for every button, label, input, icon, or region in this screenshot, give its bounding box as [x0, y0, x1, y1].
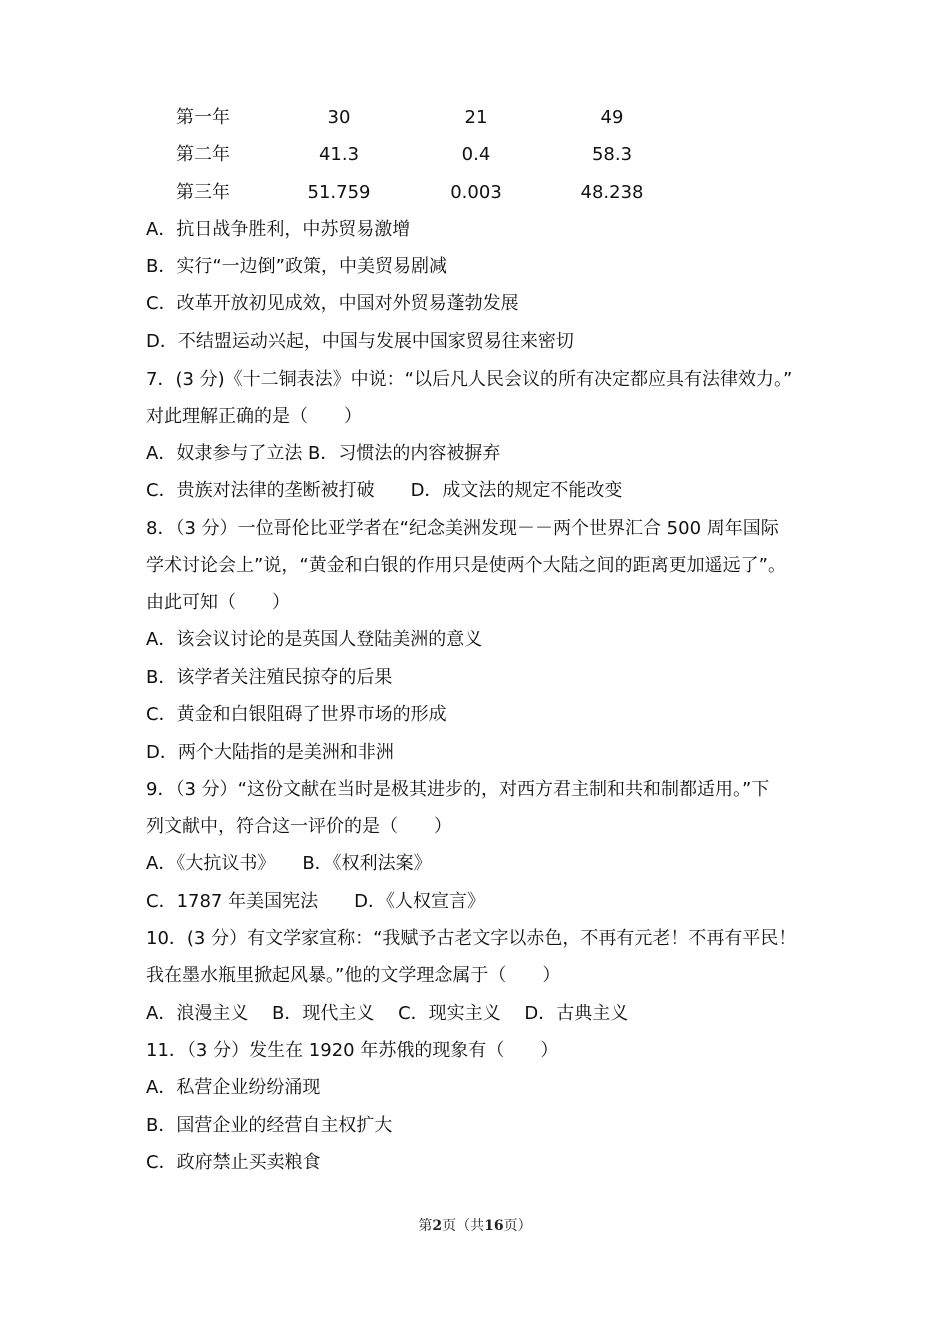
footer-suffix: 页） [503, 1218, 532, 1234]
cell-value: 48.238 [580, 182, 644, 203]
q9-stem-line: 列文献中，符合这一评价的是（ ） [146, 816, 452, 837]
q7-options-line: A．奴隶参与了立法 B．习惯法的内容被摒弃 [146, 443, 501, 464]
page-footer [0, 1215, 950, 1235]
q8-stem-line: 由此可知（ ） [146, 592, 290, 613]
cell-value: 0.003 [450, 182, 502, 203]
q10-options-line: A．浪漫主义 B．现代主义 C．现实主义 D．古典主义 [146, 1003, 629, 1024]
q11-option-c: C．政府禁止买卖粮食 [146, 1152, 321, 1173]
cell-value: 21 [464, 107, 488, 128]
row-label: 第三年 [176, 182, 230, 203]
footer-prefix: 第 [418, 1218, 433, 1234]
footer-middle: 页（共 [442, 1218, 485, 1234]
total-pages: 16 [484, 1218, 504, 1234]
cell-value: 0.4 [461, 144, 491, 165]
q6-option-c: C．改革开放初见成效，中国对外贸易蓬勃发展 [146, 293, 519, 314]
q7-stem-line: 7．(3 分)《十二铜表法》中说：“以后凡人民会议的所有决定都应具有法律效力。” [146, 369, 793, 390]
q8-option-d: D．两个大陆指的是美洲和非洲 [146, 742, 394, 763]
q8-stem-line: 8．（3 分）一位哥伦比亚学者在“纪念美洲发现－－两个世界汇合 500 周年国际 [146, 518, 779, 539]
q10-stem-line: 10．(3 分）有文学家宣称：“我赋予古老文字以赤色，不再有元老！不再有平民！ [146, 928, 797, 949]
q6-option-b: B．实行“一边倒”政策，中美贸易剧减 [146, 256, 447, 277]
q6-option-a: A．抗日战争胜利，中苏贸易激增 [146, 219, 411, 240]
q11-option-a: A．私营企业纷纷涌现 [146, 1077, 321, 1098]
cell-value: 51.759 [307, 182, 371, 203]
q9-options-line: C．1787 年美国宪法 D．《人权宣言》 [146, 891, 485, 912]
q8-option-b: B．该学者关注殖民掠夺的后果 [146, 667, 393, 688]
q11-stem-line: 11．（3 分）发生在 1920 年苏俄的现象有（ ） [146, 1040, 559, 1061]
q7-options-line: C．贵族对法律的垄断被打破 D．成文法的规定不能改变 [146, 480, 623, 501]
q8-option-a: A．该会议讨论的是英国人登陆美洲的意义 [146, 629, 483, 650]
q6-option-d: D．不结盟运动兴起，中国与发展中国家贸易往来密切 [146, 331, 574, 352]
q9-options-line: A．《大抗议书》 B．《权利法案》 [146, 853, 432, 874]
q10-stem-line: 我在墨水瓶里掀起风暴。”他的文学理念属于（ ） [146, 965, 561, 986]
cell-value: 49 [600, 107, 624, 128]
cell-value: 41.3 [318, 144, 360, 165]
cell-value: 58.3 [591, 144, 633, 165]
q9-stem-line: 9．（3 分）“这份文献在当时是极其进步的，对西方君主制和共和制都适用。”下 [146, 779, 770, 800]
row-label: 第二年 [176, 144, 230, 165]
q11-option-b: B．国营企业的经营自主权扩大 [146, 1115, 393, 1136]
cell-value: 30 [327, 107, 351, 128]
page-number: 2 [432, 1218, 443, 1234]
q8-option-c: C．黄金和白银阻碍了世界市场的形成 [146, 704, 447, 725]
q8-stem-line: 学术讨论会上”说，“黄金和白银的作用只是使两个大陆之间的距离更加遥远了”。 [146, 555, 786, 576]
row-label: 第一年 [176, 107, 230, 128]
q7-stem-line: 对此理解正确的是（ ） [146, 406, 362, 427]
